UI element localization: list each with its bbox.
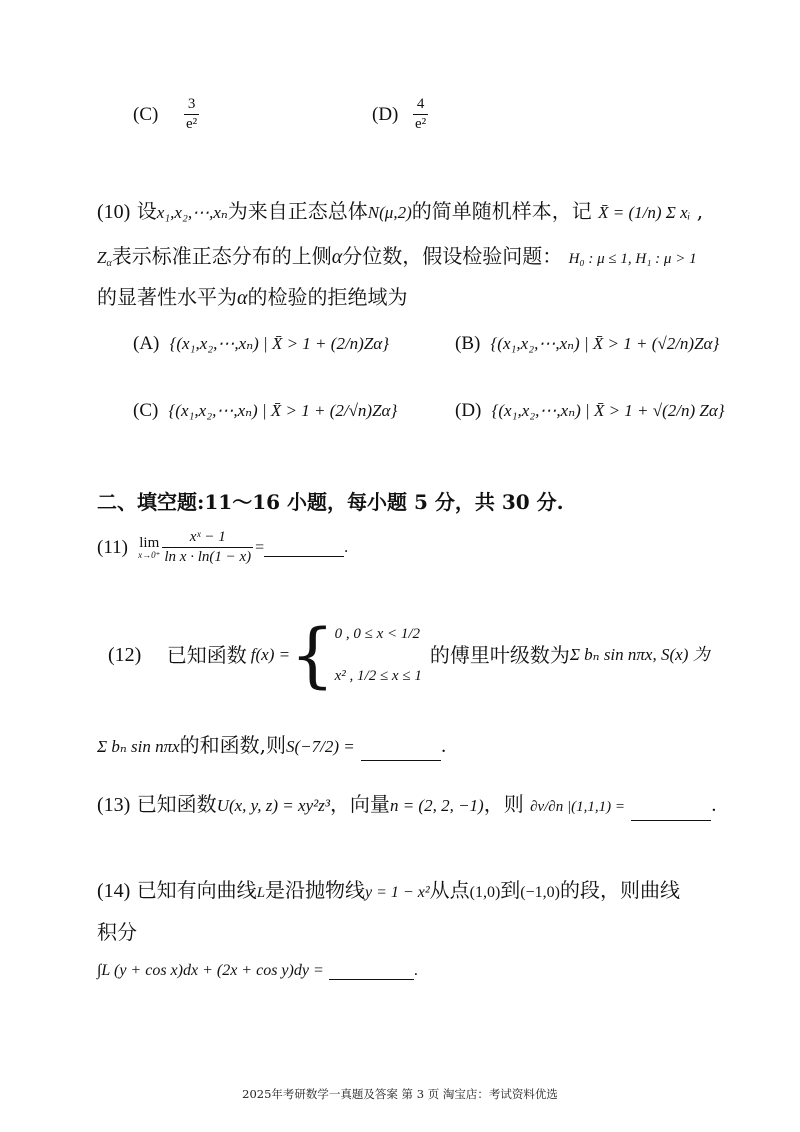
q11: (11) lim x→0⁺ $\frac{\text{xˣ − 1}}{\text{ln x · ln(1 − x)}}$ = . bbox=[97, 529, 349, 565]
q11-answer-blank[interactable] bbox=[264, 538, 344, 557]
q10-line3: 的显著性水平为α的检验的拒绝域为 bbox=[97, 285, 408, 309]
q12-line2: Σ bₙ sin nπx的和函数,则S(−7/2) = . bbox=[97, 731, 446, 761]
q13: (13) 已知函数U(x, y, z) = xy²z³，向量n = (2, 2, −1)，则 ∂v/∂n |(1,1,1) = . bbox=[97, 790, 716, 821]
q10-option-a: (A) {(x₁,x₂,⋯,xₙ) | X̄ > 1 + (2/n)Zα} bbox=[133, 333, 390, 354]
q11-lim: lim x→0⁺ bbox=[138, 534, 161, 560]
q9-option-d-label: (D) bbox=[372, 104, 399, 125]
q12-answer-blank[interactable] bbox=[361, 742, 441, 761]
q12-piecewise-brace: { bbox=[290, 614, 335, 696]
q12-line1: (12) 已知函数 f(x) = { 0 , 0 ≤ x < 1/2 x² , 1/2 ≤ x ≤ 1 的傅里叶级数为 Σ bₙ sin nπx , S(x) 为 bbox=[108, 614, 710, 696]
q10-option-b: (B) {(x₁,x₂,⋯,xₙ) | X̄ > 1 + (√2/n)Zα} bbox=[455, 333, 720, 354]
q14-answer-blank[interactable] bbox=[329, 961, 414, 980]
section-fill-in-title: 二、填空题:11～16 小题，每小题 5 分，共 30 分. bbox=[97, 490, 564, 514]
q14-line1: (14) 已知有向曲线L是沿抛物线y = 1 − x²从点(1,0)到(−1,0)的段，则曲线 bbox=[97, 878, 680, 902]
q13-answer-blank[interactable] bbox=[631, 802, 711, 821]
q10-line2: $Z_\alpha$表示标准正态分布的上侧α分位数，假设检验问题： H₀ : μ ≤ 1, H₁ : μ > 1 bbox=[97, 244, 697, 269]
q10-option-d: (D) {(x₁,x₂,⋯,xₙ) | X̄ > 1 + √(2/n) Zα} bbox=[455, 400, 725, 421]
q10-line1: (10) 设x₁,x₂,⋯,xₙ为来自正态总体N(μ,2)的简单随机样本，记 X̄ = (1/n) Σ xᵢ , bbox=[97, 199, 704, 223]
q9-option-d-value: $\frac{4}{\text{e²}}$ bbox=[415, 96, 427, 132]
q14-line2: 积分 bbox=[97, 920, 137, 944]
q9-option-c-label: (C) bbox=[133, 104, 159, 125]
q11-fraction: $\frac{\text{xˣ − 1}}{\text{ln x · ln(1 − x)}}$ bbox=[164, 529, 252, 565]
q9-option-c-value: $\frac{3}{\text{e²}}$ bbox=[186, 96, 198, 132]
q10-option-c: (C) {(x₁,x₂,⋯,xₙ) | X̄ > 1 + (2/√n)Zα} bbox=[133, 400, 398, 421]
q14-integral: ∫L (y + cos x)dx + (2x + cos y)dy = . bbox=[97, 962, 418, 979]
page-footer: 2025年考研数学一真题及答案 第 3 页 淘宝店：考试资料优选 bbox=[242, 1087, 558, 1101]
q12-piecewise: 0 , 0 ≤ x < 1/2 x² , 1/2 ≤ x ≤ 1 bbox=[334, 626, 422, 684]
